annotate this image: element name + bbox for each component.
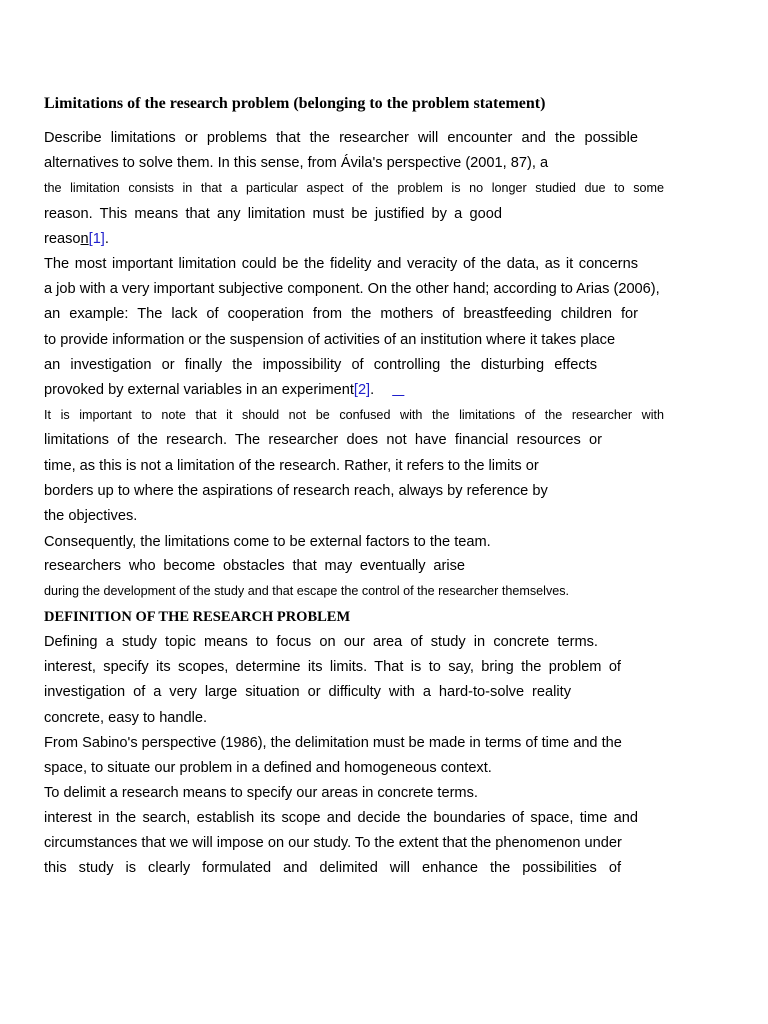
text-line: to provide information or the suspension of activities of an institution where it takes place	[44, 332, 616, 348]
text-line: From Sabino's perspective (1986), the delimitation must be made in terms of time and the	[44, 735, 622, 751]
text-line: this study is clearly formulated and delimited will enhance the possibilities of	[44, 860, 621, 876]
text-line: an investigation or finally the impossibility of controlling the disturbing effects	[44, 357, 597, 373]
footnote-link-1[interactable]: [1]	[88, 231, 105, 247]
text-fragment: reaso	[44, 231, 81, 247]
text-line: interest, specify its scopes, determine its limits. That is to say, bring the problem of	[44, 659, 621, 675]
text-line: time, as this is not a limitation of the research. Rather, it refers to the limits or	[44, 458, 539, 474]
text-line: limitations of the research. The researcher does not have financial resources or	[44, 432, 602, 448]
text-line: It is important to note that it should not be confused with the limitations of the researcher with	[44, 408, 664, 422]
text-line: alternatives to solve them. In this sense, from Ávila's perspective (2001, 87), a	[44, 155, 549, 171]
text-fragment: .	[104, 231, 109, 247]
text-line: investigation of a very large situation or difficulty with a hard-to-solve reality	[44, 684, 571, 700]
text-line: the limitation consists in that a particular aspect of the problem is no longer studied due to some	[44, 181, 664, 195]
text-line: Defining a study topic means to focus on our area of study in concrete terms.	[44, 634, 598, 650]
text-line: interest in the search, establish its scope and decide the boundaries of space, time and	[44, 810, 638, 826]
text-line: Describe limitations or problems that the researcher will encounter and the possible	[44, 130, 638, 146]
text-line: an example: The lack of cooperation from the mothers of breastfeeding children for	[44, 306, 638, 322]
text-fragment: provoked by external variables in an experiment	[44, 382, 354, 398]
text-line: circumstances that we will impose on our study. To the extent that the phenomenon under	[44, 835, 622, 851]
text-line: concrete, easy to handle.	[44, 710, 208, 726]
text-line: reason. This means that any limitation must be justified by a good	[44, 206, 502, 222]
footnote-link-2[interactable]: [2]	[353, 382, 371, 398]
text-line: the objectives.	[44, 508, 138, 524]
underlined-char: n	[80, 231, 89, 247]
empty-link[interactable]	[392, 380, 406, 400]
text-line: a job with a very important subjective component. On the other hand; according to Arias (2006),	[44, 281, 660, 297]
section-heading-limitations: Limitations of the research problem (belonging to the problem statement)	[44, 95, 546, 112]
section-heading-definition: DEFINITION OF THE RESEARCH PROBLEM	[44, 609, 351, 625]
text-line: researchers who become obstacles that may eventually arise	[44, 558, 465, 574]
text-line: space, to situate our problem in a defined and homogeneous context.	[44, 760, 492, 776]
text-line: To delimit a research means to specify our areas in concrete terms.	[44, 785, 478, 801]
text-line: Consequently, the limitations come to be external factors to the team.	[44, 534, 491, 550]
text-line-provoked	[44, 380, 406, 400]
text-line: during the development of the study and that escape the control of the researcher themselves.	[44, 584, 570, 598]
text-line: The most important limitation could be the fidelity and veracity of the data, as it concerns	[44, 256, 638, 272]
text-line-reason	[44, 229, 109, 249]
text-fragment: .	[370, 382, 375, 398]
text-line: borders up to where the aspirations of research reach, always by reference by	[44, 483, 548, 499]
